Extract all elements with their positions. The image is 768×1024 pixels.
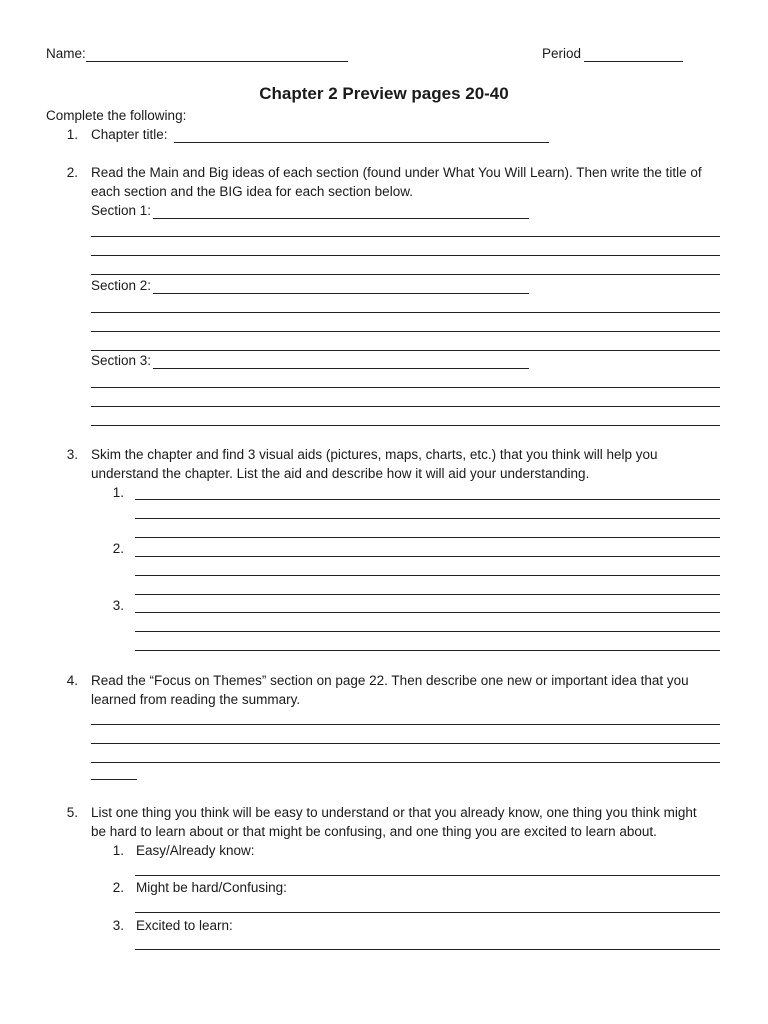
- period-field[interactable]: [584, 61, 683, 62]
- section-2-label: Section 2:: [91, 278, 152, 293]
- section-3-label: Section 3:: [91, 353, 152, 368]
- visual-aid-1-line[interactable]: [135, 537, 720, 538]
- section-2-answer-line[interactable]: [91, 312, 720, 313]
- visual-aid-3-line[interactable]: [135, 631, 720, 632]
- question-2-text-line1: Read the Main and Big ideas of each section (found under What You Will Learn). Then write the title of: [91, 165, 702, 180]
- question-4-answer-line[interactable]: [91, 762, 720, 763]
- question-4-text-line1: Read the “Focus on Themes” section on page 22. Then describe one new or important idea that you: [91, 673, 689, 688]
- question-2-number: 2.: [66, 165, 78, 180]
- section-1-label: Section 1:: [91, 203, 152, 218]
- excited-label: Excited to learn:: [136, 918, 233, 933]
- section-3-answer-line[interactable]: [91, 387, 720, 388]
- hard-label: Might be hard/Confusing:: [136, 880, 287, 895]
- visual-aid-2-line[interactable]: [135, 556, 720, 557]
- section-1-answer-line[interactable]: [91, 236, 720, 237]
- question-4-answer-line[interactable]: [91, 724, 720, 725]
- question-5-text-line2: be hard to learn about or that might be confusing, and one thing you are excited to learn about.: [91, 824, 657, 839]
- visual-aid-1-line[interactable]: [135, 518, 720, 519]
- hard-item-number: 2.: [112, 880, 124, 895]
- visual-aid-3-number: 3.: [112, 598, 124, 613]
- visual-aid-2-number: 2.: [112, 541, 124, 556]
- page-title: Chapter 2 Preview pages 20-40: [259, 84, 509, 103]
- easy-answer-line[interactable]: [135, 875, 720, 876]
- visual-aid-2-line[interactable]: [135, 575, 720, 576]
- excited-item-number: 3.: [112, 918, 124, 933]
- intro-text: Complete the following:: [46, 108, 187, 123]
- question-4-answer-line[interactable]: [91, 743, 720, 744]
- period-label: Period: [542, 46, 582, 61]
- question-5-number: 5.: [66, 805, 78, 820]
- section-3-answer-line[interactable]: [91, 406, 720, 407]
- question-5-text-line1: List one thing you think will be easy to understand or that you already know, one thing you think might: [91, 805, 697, 820]
- name-field[interactable]: [86, 61, 348, 62]
- visual-aid-1-number: 1.: [112, 485, 124, 500]
- visual-aid-3-line[interactable]: [135, 650, 720, 651]
- chapter-title-field[interactable]: [174, 142, 549, 143]
- hard-answer-line[interactable]: [135, 912, 720, 913]
- visual-aid-1-line[interactable]: [135, 499, 720, 500]
- question-3-text-line2: understand the chapter. List the aid and describe how it will aid your understanding.: [91, 466, 590, 481]
- question-3-number: 3.: [66, 447, 78, 462]
- easy-item-number: 1.: [112, 843, 124, 858]
- visual-aid-3-line[interactable]: [135, 612, 720, 613]
- section-1-answer-line[interactable]: [91, 274, 720, 275]
- question-1-number: 1.: [66, 127, 78, 142]
- question-4-number: 4.: [66, 673, 78, 688]
- question-3-text-line1: Skim the chapter and find 3 visual aids (pictures, maps, charts, etc.) that you think will help you: [91, 447, 658, 462]
- section-2-title-field[interactable]: [153, 293, 529, 294]
- name-label: Name:: [46, 46, 86, 61]
- easy-label: Easy/Already know:: [136, 843, 255, 858]
- excited-answer-line[interactable]: [135, 949, 720, 950]
- question-2-text-line2: each section and the BIG idea for each section below.: [91, 184, 413, 199]
- section-3-title-field[interactable]: [153, 368, 529, 369]
- visual-aid-2-line[interactable]: [135, 594, 720, 595]
- chapter-title-label: Chapter title:: [91, 127, 168, 142]
- section-1-answer-line[interactable]: [91, 255, 720, 256]
- section-1-title-field[interactable]: [153, 218, 529, 219]
- section-3-answer-line[interactable]: [91, 425, 720, 426]
- question-4-text-line2: learned from reading the summary.: [91, 692, 301, 707]
- question-4-answer-line[interactable]: [91, 779, 137, 780]
- section-2-answer-line[interactable]: [91, 331, 720, 332]
- section-2-answer-line[interactable]: [91, 350, 720, 351]
